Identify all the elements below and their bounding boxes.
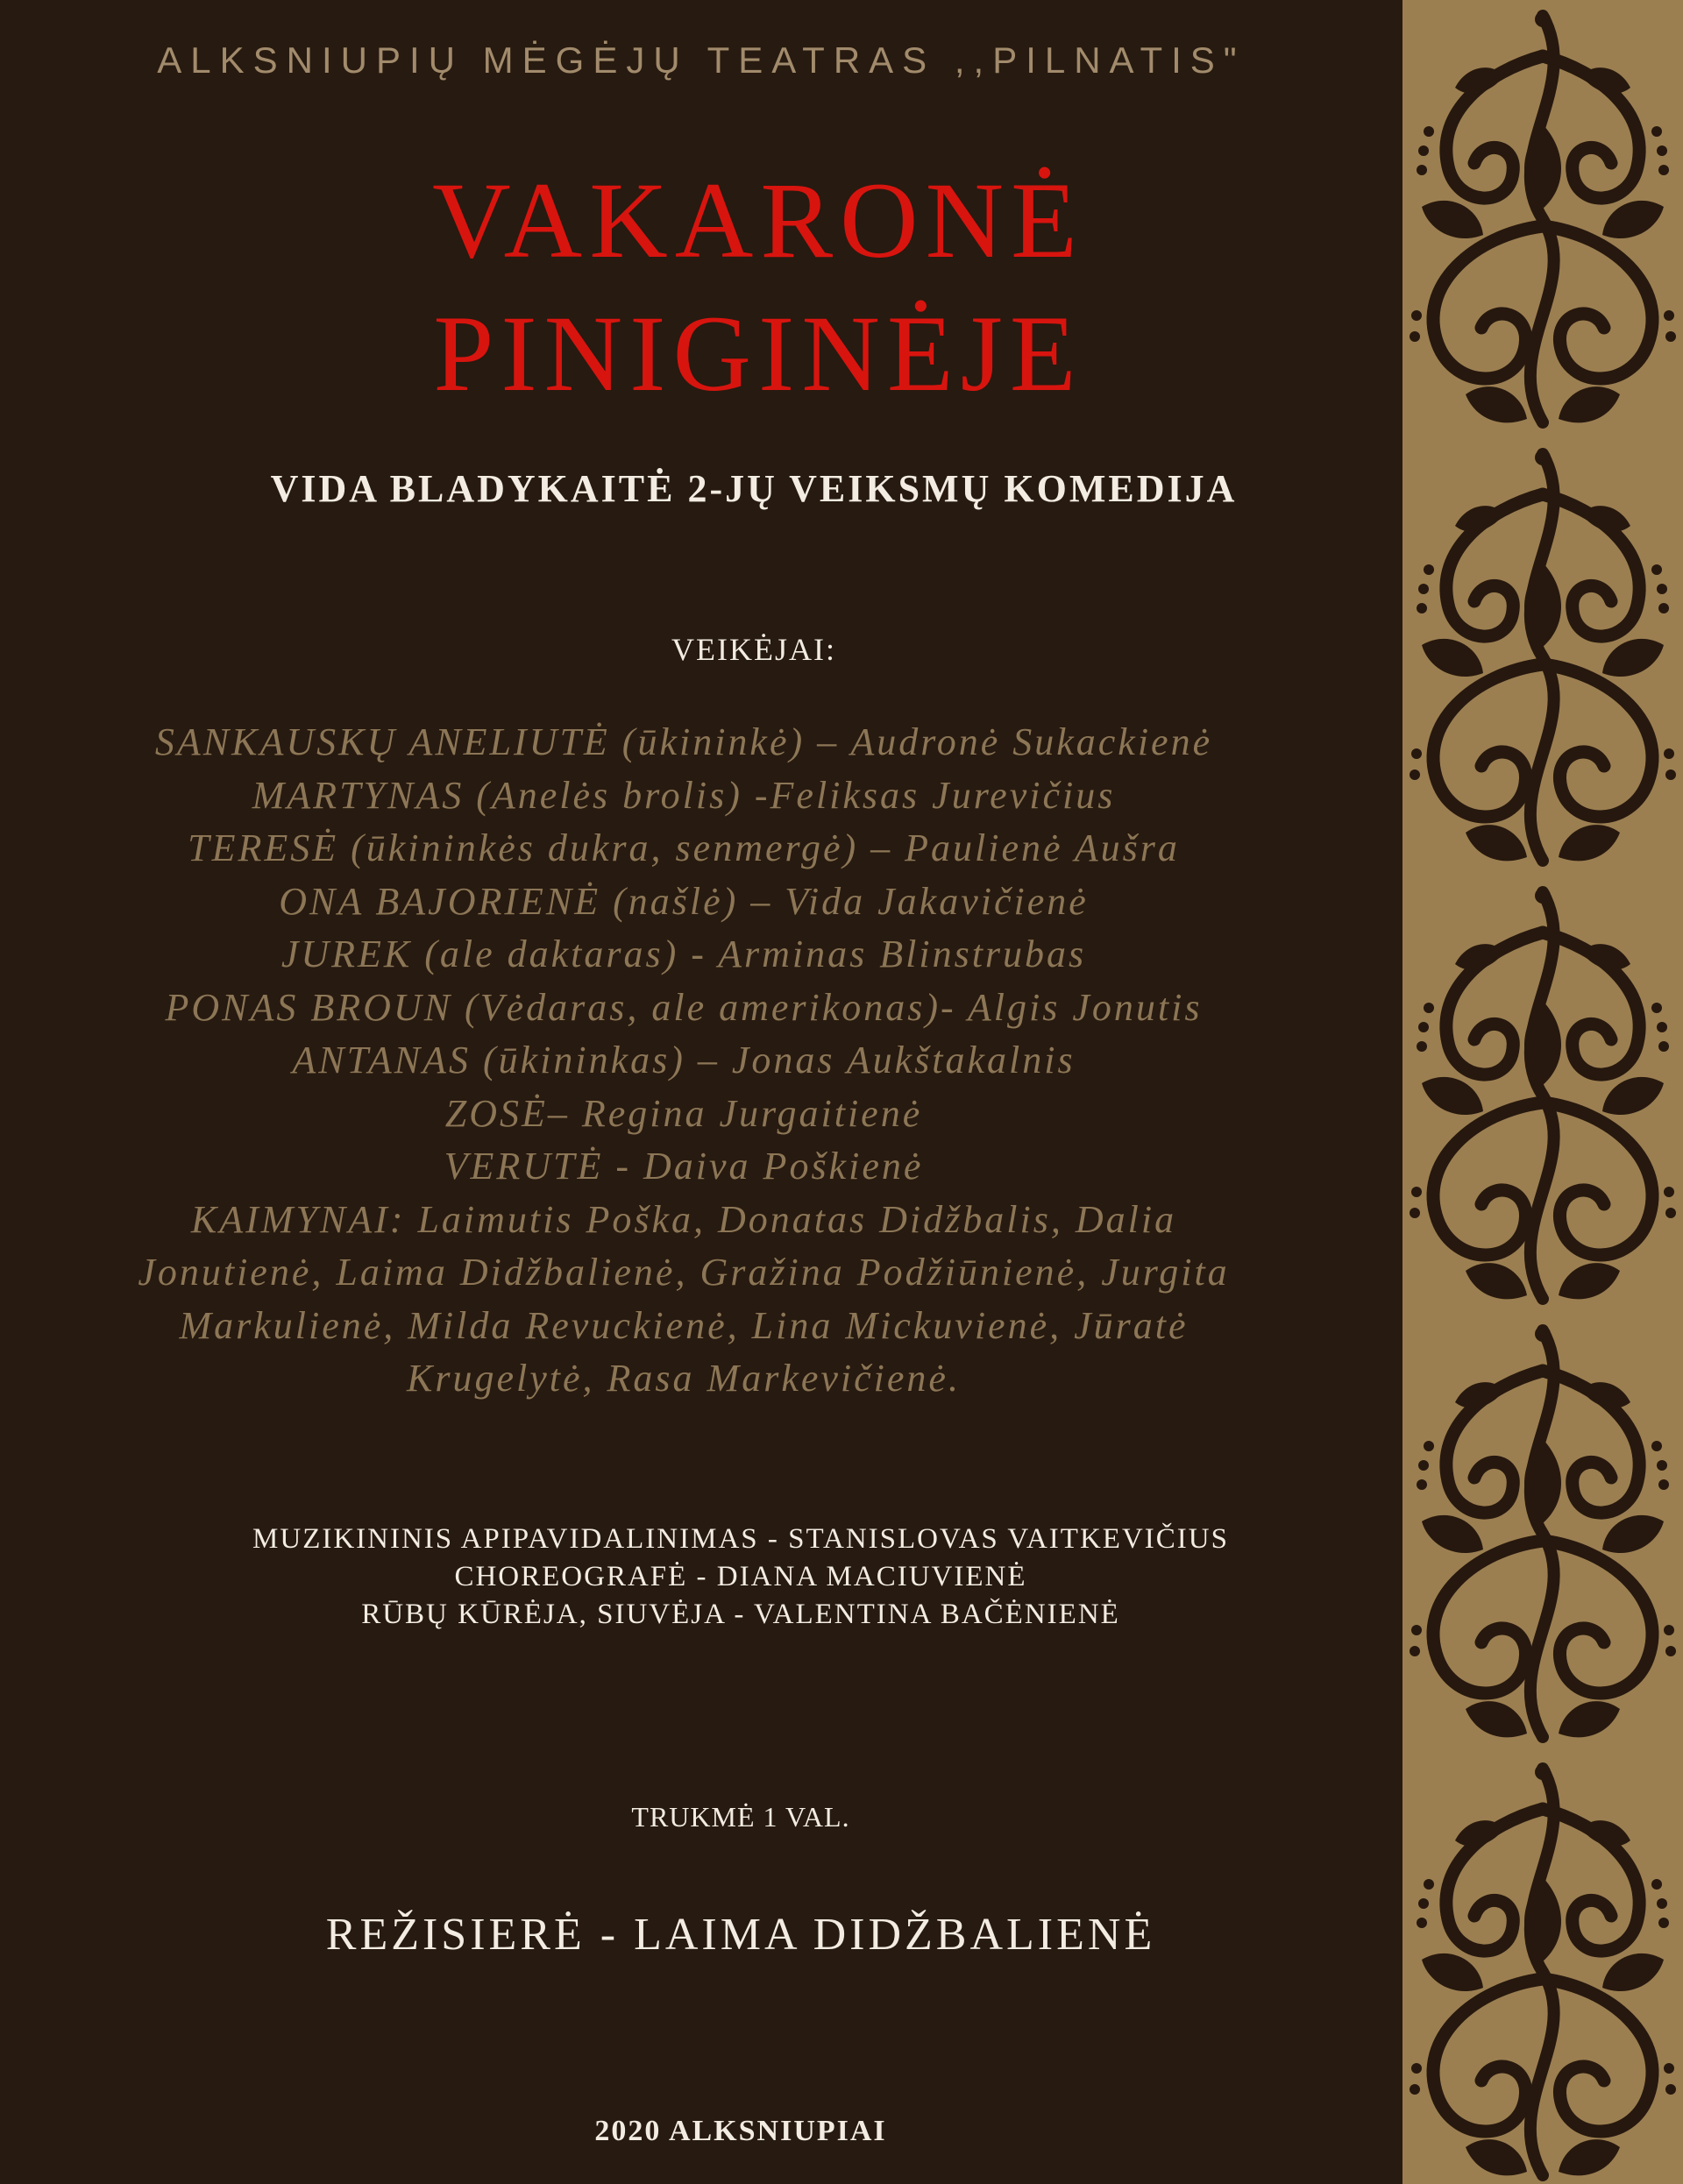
cast-line: VERUTĖ - Daiva Poškienė [444,1145,924,1188]
cast-line: TERESĖ (ūkininkės dukra, senmergė) – Paulienė Aušra [188,826,1180,869]
cast-line: Jonutienė, Laima Didžbalienė, Gražina Podžiūnienė, Jurgita [138,1251,1230,1294]
cast-line: ONA BAJORIENĖ (našlė) – Vida Jakavičienė [279,879,1089,923]
play-subtitle: VIDA BLADYKAITĖ 2-JŲ VEIKSMŲ KOMEDIJA [270,467,1238,510]
cast-line: PONAS BROUN (Vėdaras, ale amerikonas)- Algis Jonutis [165,985,1203,1029]
credit-music: MUZIKININIS APIPAVIDALINIMAS - STANISLOVAS VAITKEVIČIUS [252,1523,1229,1555]
damask-ornament-border [1402,0,1683,2184]
cast-line: Krugelytė, Rasa Markevičienė. [407,1357,961,1400]
cast-line: SANKAUSKŲ ANELIUTĖ (ūkininkė) – Audronė Sukackienė [154,720,1213,763]
duration: TRUKMĖ 1 VAL. [631,1801,850,1833]
cast-list [0,716,1367,1406]
cast-line: Markulienė, Milda Revuckienė, Lina Mickuvienė, Jūratė [179,1303,1189,1347]
title-line-2: PINIGINĖJE [433,294,1083,414]
year-place: 2020 ALKSNIUPIAI [594,2115,887,2147]
troupe-name: ALKSNIUPIŲ MĖGĖJŲ TEATRAS ,,PILNATIS" [157,39,1246,81]
credit-choreographer: CHOREOGRAFĖ - DIANA MACIUVIENĖ [454,1561,1027,1592]
director-credit: REŽISIERĖ - LAIMA DIDŽBALIENĖ [325,1910,1156,1960]
cast-line: ANTANAS (ūkininkas) – Jonas Aukštakalnis [292,1039,1076,1081]
cast-line: KAIMYNAI: Laimutis Poška, Donatas Didžbalis, Dalia [190,1197,1177,1241]
cast-heading: VEIKĖJAI: [671,632,836,667]
cast-line: JUREK (ale daktaras) - Arminas Blinstrubas [280,932,1087,975]
cast-line: MARTYNAS (Anelės brolis) -Feliksas Jurevičius [252,773,1116,817]
production-credits [0,1521,1481,1634]
cast-line: ZOSĖ– Regina Jurgaitienė [444,1091,923,1135]
title-line-1: VAKARONĖ [432,160,1084,280]
credit-costumes: RŪBŲ KŪRĖJA, SIUVĖJA - VALENTINA BAČĖNIENĖ [361,1599,1120,1630]
